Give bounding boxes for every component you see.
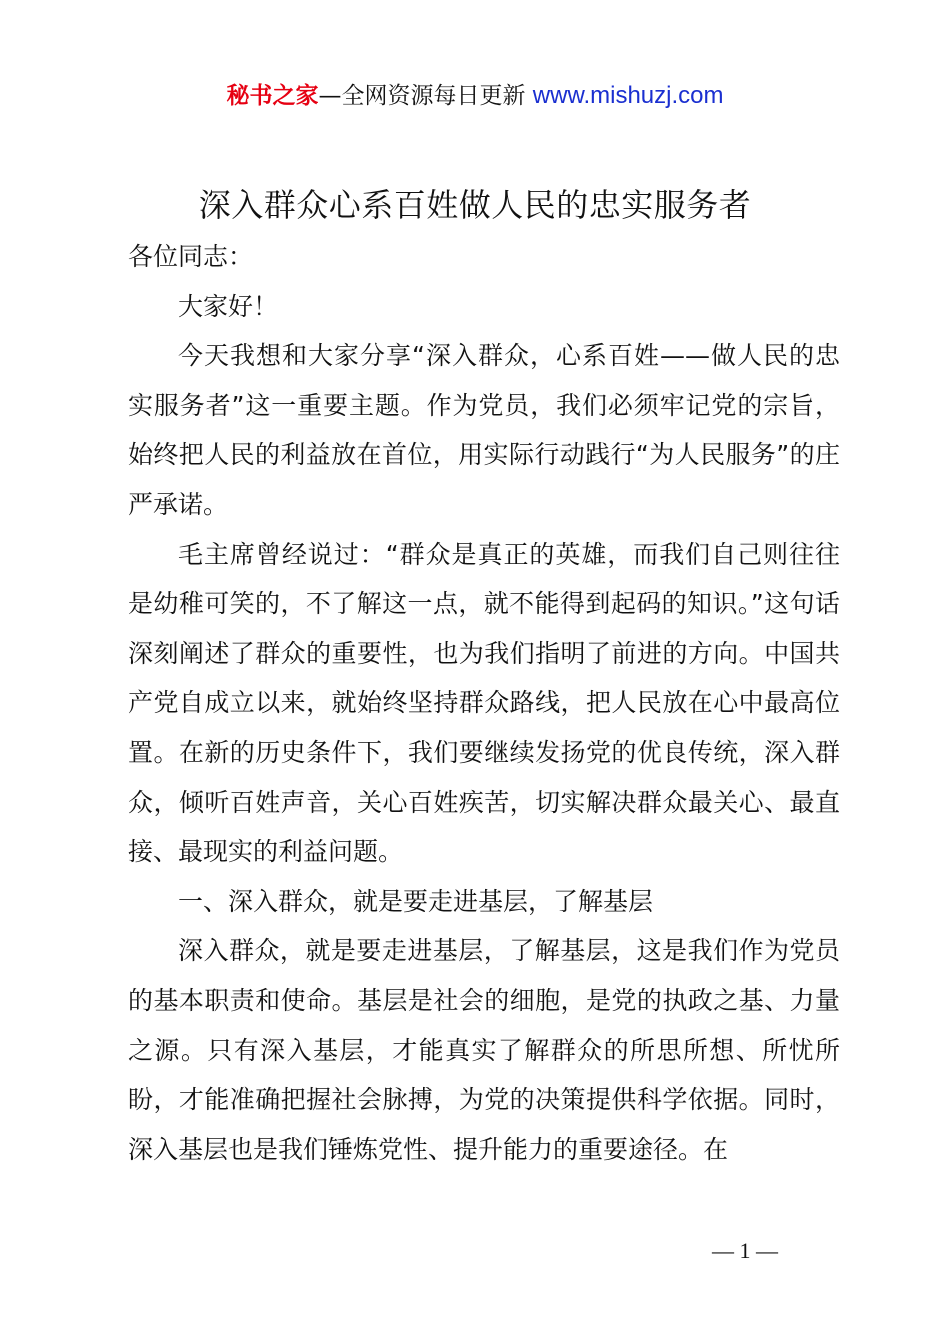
- page-number: — 1 —: [712, 1238, 778, 1263]
- quote-paragraph: 毛主席曾经说过：“群众是真正的英雄，而我们自己则往往是幼稚可笑的，不了解这一点，就不能得到起码的知识。”这句话深刻阐述了群众的重要性，也为我们指明了前进的方向。中国共产党自成立以来，就始终坚持群众路线，把人民放在心中最高位置。在新的历史条件下，我们要继续发扬党的优良传统，深入群众，倾听百姓声音，关心百姓疾苦，切实解决群众最关心、最直接、最现实的利益问题。: [128, 539, 840, 867]
- section-paragraph: 深入群众，就是要走进基层，了解基层，这是我们作为党员的基本职责和使命。基层是社会的细胞，是党的执政之基、力量之源。只有深入基层，才能真实了解群众的所思所想、所忧所盼，才能准确把握社会脉搏，为党的决策提供科学依据。同时，深入基层也是我们锤炼党性、提升能力的重要途径。在: [128, 936, 840, 1164]
- document-body: [128, 232, 840, 1174]
- header-slogan: —全网资源每日更新: [318, 83, 526, 109]
- site-header: [0, 80, 950, 112]
- brand-name: 秘书之家: [226, 83, 319, 109]
- intro-paragraph: 今天我想和大家分享“深入群众，心系百姓——做人民的忠实服务者”这一重要主题。作为党员，我们必须牢记党的宗旨，始终把人民的利益放在首位，用实际行动践行“为人民服务”的庄严承诺。: [128, 341, 840, 519]
- document-title: 深入群众心系百姓做人民的忠实服务者: [198, 186, 752, 224]
- salutation: 各位同志：: [128, 242, 254, 271]
- site-url-link[interactable]: www.mishuzj.com: [532, 82, 724, 109]
- greeting-paragraph: 大家好！: [178, 291, 279, 321]
- section-heading: 一、深入群众，就是要走进基层，了解基层: [178, 886, 654, 916]
